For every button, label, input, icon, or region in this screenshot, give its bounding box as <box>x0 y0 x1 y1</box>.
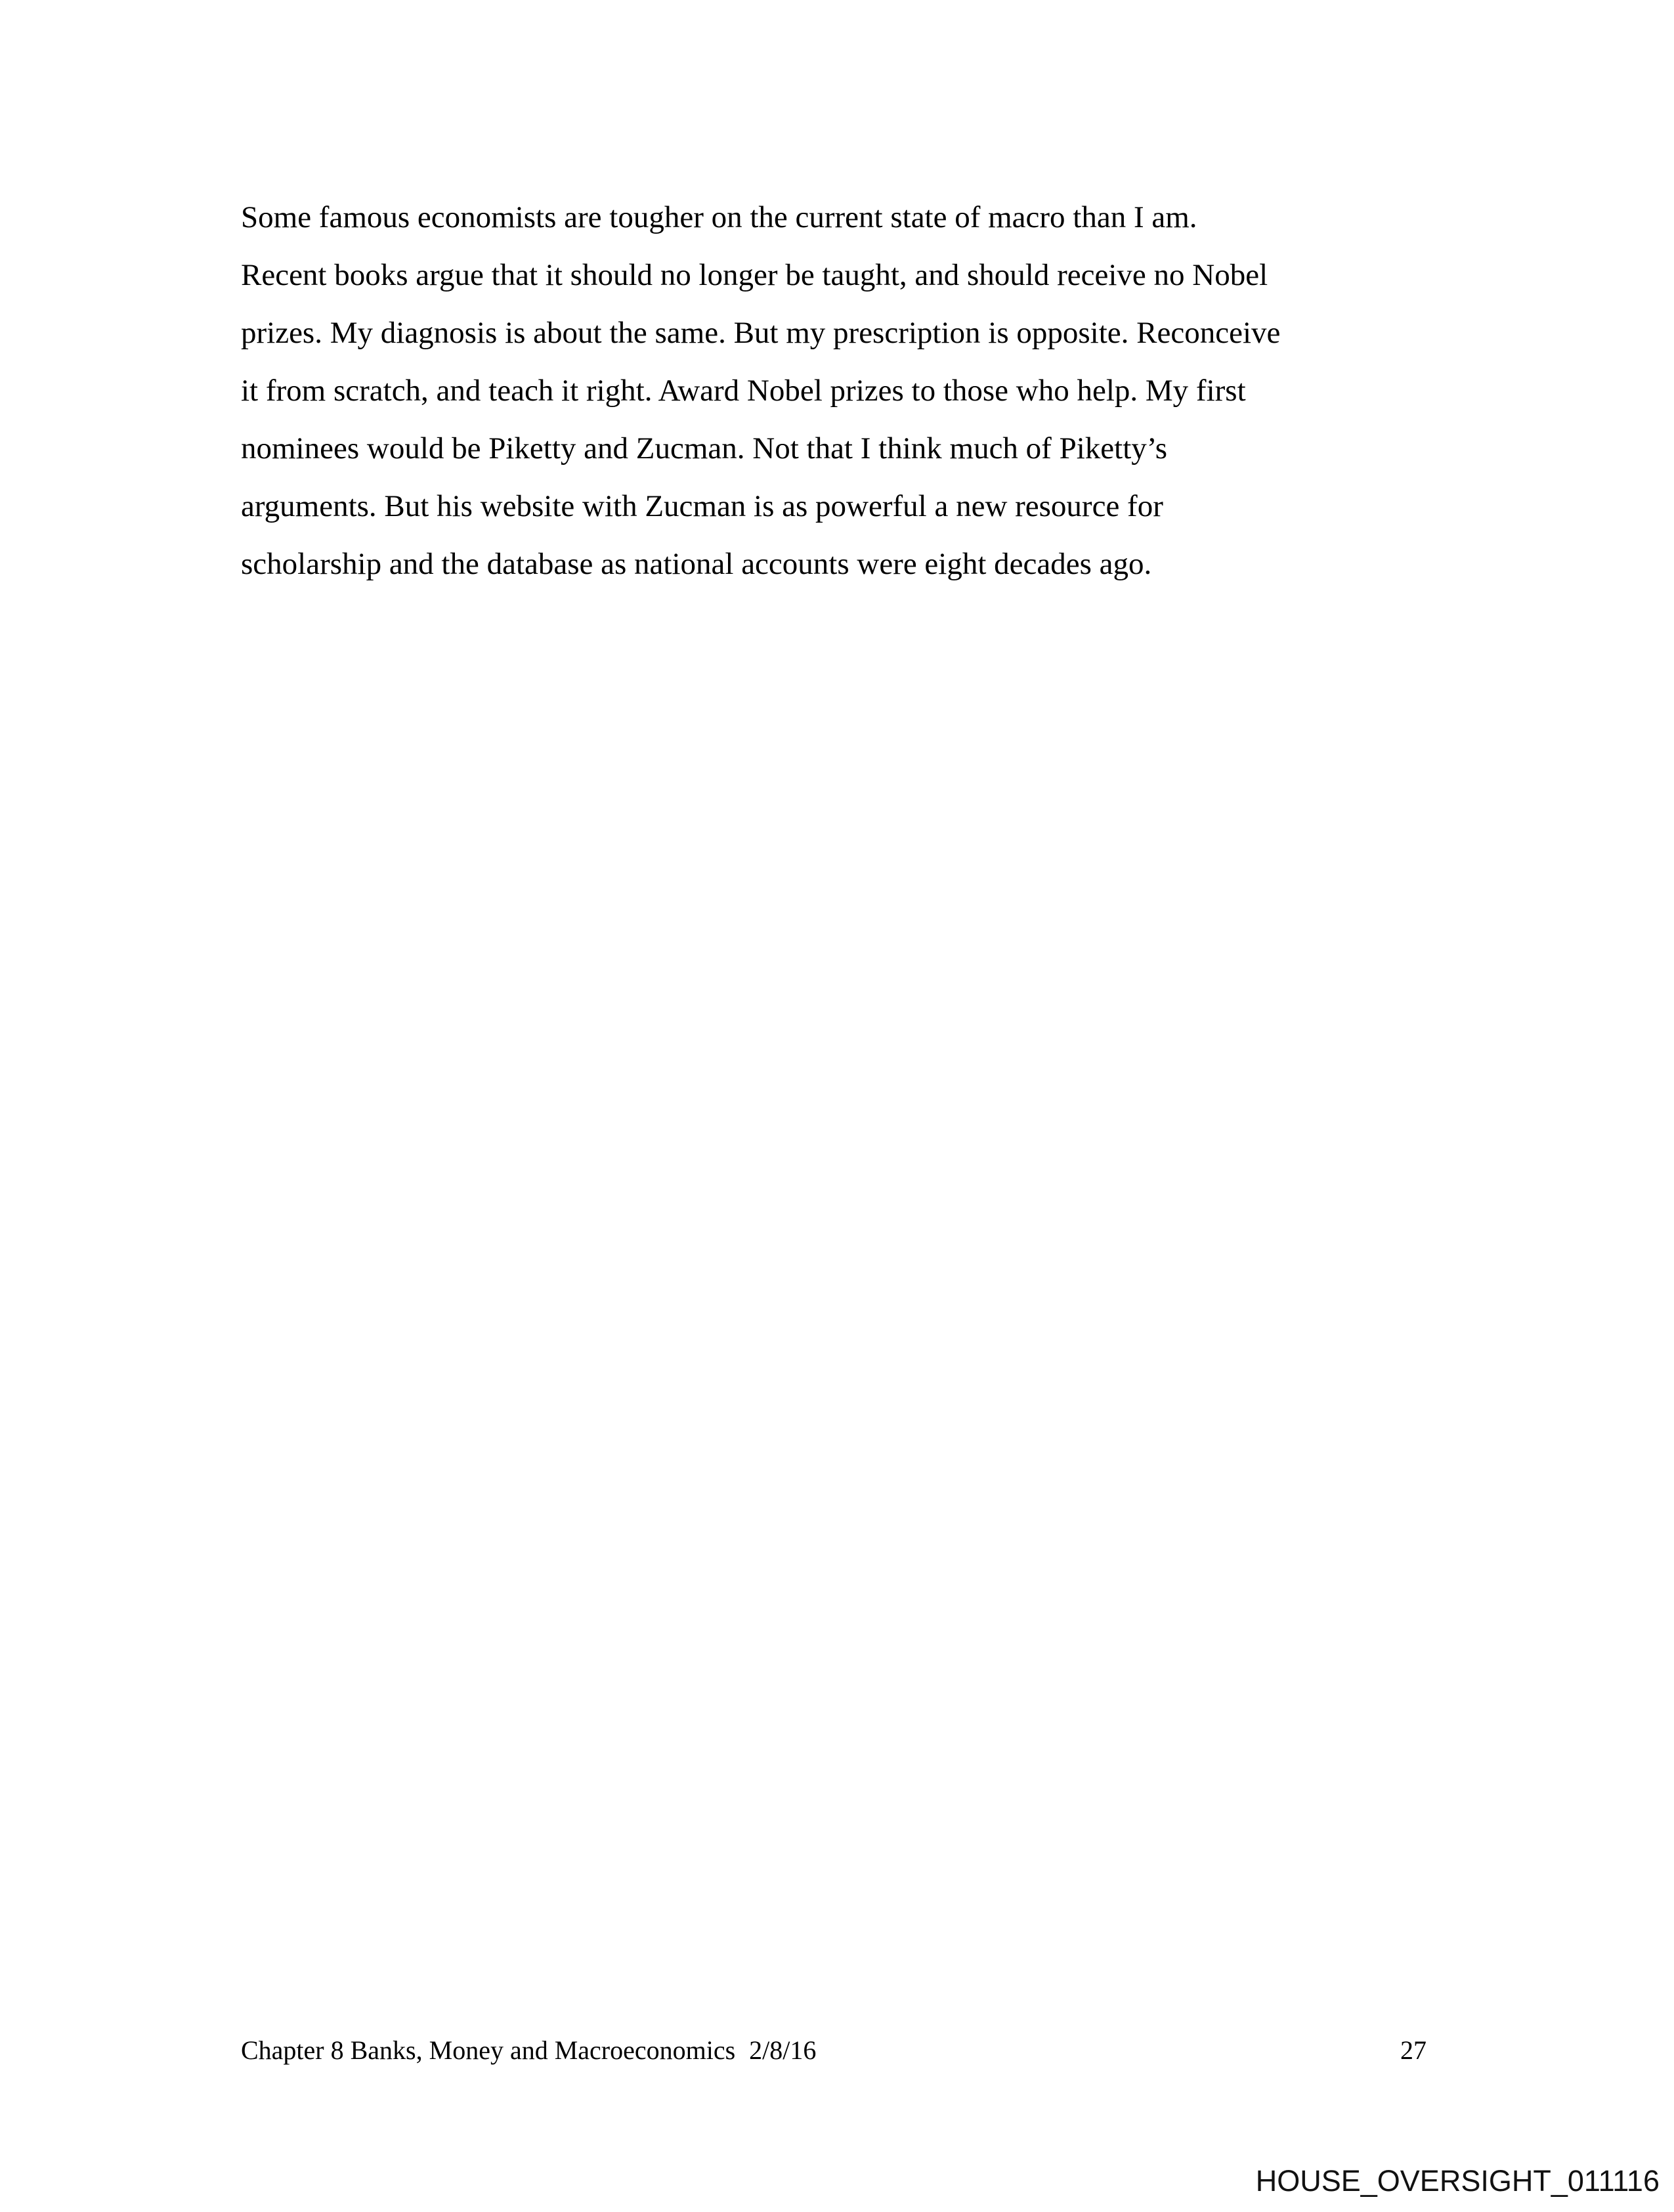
footer-page-number: 27 <box>1400 2035 1427 2065</box>
paragraph-line: prizes. My diagnosis is about the same. But my prescription is opposite. Reconceive <box>241 316 1281 350</box>
paragraph-line: it from scratch, and teach it right. Award Nobel prizes to those who help. My first <box>241 374 1246 408</box>
body-paragraph <box>241 188 1433 593</box>
paragraph-line: scholarship and the database as national accounts were eight decades ago. <box>241 547 1152 581</box>
paragraph-line: arguments. But his website with Zucman is as powerful a new resource for <box>241 489 1163 523</box>
paragraph-line: Some famous economists are tougher on the current state of macro than I am. <box>241 200 1197 234</box>
paragraph-line: nominees would be Piketty and Zucman. Not that I think much of Piketty’s <box>241 431 1168 466</box>
footer-chapter-title: Chapter 8 Banks, Money and Macroeconomics <box>241 2035 736 2065</box>
bates-stamp: HOUSE_OVERSIGHT_011116 <box>1255 2164 1660 2198</box>
page-footer <box>241 2034 1427 2067</box>
footer-chapter-and-date <box>241 2034 816 2067</box>
paragraph-line: Recent books argue that it should no longer be taught, and should receive no Nobel <box>241 258 1268 292</box>
footer-date: 2/8/16 <box>749 2035 817 2065</box>
